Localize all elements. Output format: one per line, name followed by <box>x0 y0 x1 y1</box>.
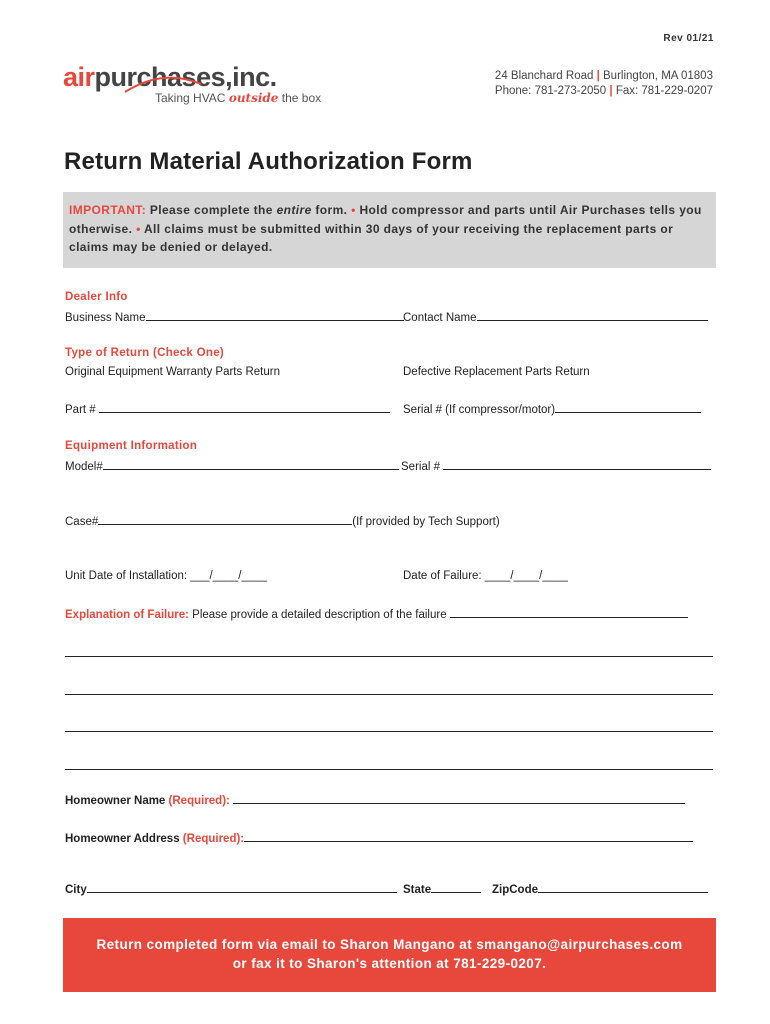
important-notice: IMPORTANT: Please complete the entire form. • Hold compressor and parts until Air Purchases tells you otherwise. • All claims must be submitted within 30 days of your receiving the replacement parts or claims may be denied or delayed. <box>63 192 716 268</box>
failure-date-field[interactable]: Date of Failure: ____/____/____ <box>403 570 568 582</box>
case-number-field[interactable]: Case# (If provided by Tech Support) <box>65 516 500 528</box>
option-original-equipment[interactable]: Original Equipment Warranty Parts Return <box>65 366 280 378</box>
explanation-line-3[interactable] <box>65 731 713 732</box>
return-instructions-banner <box>63 918 716 992</box>
company-logo <box>63 62 343 112</box>
explanation-line-2[interactable] <box>65 694 713 695</box>
page-title: Return Material Authorization Form <box>64 148 473 175</box>
equipment-serial-field[interactable]: Serial # <box>401 459 711 473</box>
model-number-field[interactable]: Model# <box>65 459 399 473</box>
business-name-field[interactable]: Business Name <box>65 310 404 324</box>
address-line-1: 24 Blanchard Road | Burlington, MA 01803 <box>494 70 713 82</box>
installation-date-field[interactable]: Unit Date of Installation: ___/____/____ <box>65 570 268 582</box>
option-defective-replacement[interactable]: Defective Replacement Parts Return <box>403 366 590 378</box>
revision-label: Rev 01/21 <box>663 33 714 44</box>
city-field[interactable]: City <box>65 882 397 896</box>
return-type-heading: Type of Return (Check One) <box>65 347 225 359</box>
zipcode-field[interactable]: ZipCode <box>492 882 708 896</box>
logo-wordmark: airpurchases,inc. <box>63 62 277 92</box>
part-number-field[interactable]: Part # <box>65 402 390 416</box>
return-instructions-line-2: or fax it to Sharon's attention at 781-229-0207. <box>232 956 547 971</box>
address-line-2: Phone: 781-273-2050 | Fax: 781-229-0207 <box>494 85 713 97</box>
explanation-field[interactable]: Explanation of Failure: Please provide a detailed description of the failure <box>65 607 688 621</box>
equipment-info-heading: Equipment Information <box>65 440 198 452</box>
homeowner-name-field[interactable]: Homeowner Name (Required): <box>65 793 685 807</box>
serial-compressor-field[interactable]: Serial # (If compressor/motor) <box>403 402 701 416</box>
homeowner-address-field[interactable]: Homeowner Address (Required): <box>65 831 693 845</box>
explanation-line-1[interactable] <box>65 656 713 657</box>
return-instructions-line-1: Return completed form via email to Sharon Mangano at smangano@airpurchases.com <box>96 937 683 952</box>
logo-tagline: Taking HVAC outside the box <box>155 91 322 105</box>
state-field[interactable]: State <box>403 882 481 896</box>
dealer-info-heading: Dealer Info <box>65 291 128 303</box>
company-address <box>495 69 713 99</box>
contact-name-field[interactable]: Contact Name <box>403 310 708 324</box>
explanation-line-4[interactable] <box>65 769 713 770</box>
